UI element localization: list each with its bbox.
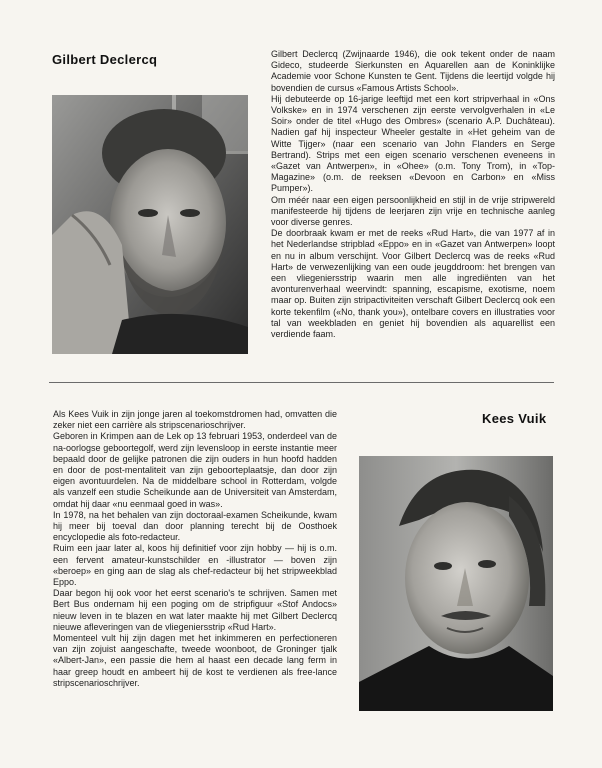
portrait-vuik-image <box>359 456 553 711</box>
section-divider <box>49 382 554 383</box>
portrait-photo-declercq <box>52 95 248 354</box>
bio-paragraph: Daar begon hij ook voor het eerst scenario's te schrijven. Samen met Bert Bus ondernam hij een poging om de stripfiguur «Stof Andocs» nieuw leven in te blazen en wat later maakte hij met Gilbert Declercq nieuwe afleveringen van de vliegeniersstrip «Rud Hart». <box>53 588 337 632</box>
name-heading-vuik: Kees Vuik <box>482 411 547 426</box>
portrait-declercq-image <box>52 95 248 354</box>
bio-paragraph: Als Kees Vuik in zijn jonge jaren al toekomstdromen had, omvatten die zeker niet een carrière als stripscenarioschrijver. <box>53 409 337 431</box>
bio-declercq <box>271 49 555 340</box>
bio-paragraph: De doorbraak kwam er met de reeks «Rud Hart», die van 1977 af in het Nederlandse stripblad «Eppo» en in «Gazet van Antwerpen» loopt en nu in album verschijnt. Voor Gilbert Declercq was de reeks «Rud Hart» de verwezenlijking van een oude jeugddroom: het brengen van een vliegeniersstrip waarin men alle ingrediënten van het avonturenverhaal weervindt: spanning, escapisme, exotisme, noem maar op. Buiten zijn stripactiviteiten verschaft Gilbert Declercq ook een korte tekenfilm («No, thank you»), ontelbare covers en illustraties voor tal van weekbladen en geniet hij bovendien als aquarellist een verdiende faam. <box>271 228 555 340</box>
bio-paragraph: Om méér naar een eigen persoonlijkheid en stijl in de vrije stripwereld manifesteerde hij tijdens de leerjaren zijn vrije en technische aanleg voor diverse genres. <box>271 194 555 228</box>
bio-paragraph: In 1978, na het behalen van zijn doctoraal-examen Scheikunde, kwam hij meer bij toeval dan door planning terecht bij de Oosthoek encyclopedie als foto-redacteur. <box>53 509 337 543</box>
name-heading-declercq: Gilbert Declercq <box>52 52 158 67</box>
bio-paragraph: Ruim een jaar later al, koos hij definitief voor zijn hobby — hij is o.m. een fervent amateur-kunstschilder en -illustrator — boven zijn «beroep» en ging aan de slag als chef-redacteur bij het stripweekblad Eppo. <box>53 543 337 588</box>
bio-paragraph: Geboren in Krimpen aan de Lek op 13 februari 1953, onderdeel van de na-oorlogse geboortegolf, werd zijn levensloop in eerste instantie meer bepaald door de gelijke patronen die zijn ouders in hun hoofd hadden en door de post-mentaliteit van zijn geboorteplaatsje, dan door zijn eigen avontuurdelen. Na de middelbare school in Rotterdam, volgde als vanzelf een studie Scheikunde aan de Universiteit van Amsterdam, omdat hij daar «nu eenmaal goed in was». <box>53 431 337 509</box>
bio-paragraph: Hij debuteerde op 16-jarige leeftijd met een kort stripverhaal in «Ons Volkske» en in 1974 verschenen zijn eerste vervolgverhalen in «Le Soir» onder de titel «Hugo des Ombres» (scenario A.P. Duchâteau). Nadien gaf hij inspecteur Wheeler gestalte in «Het geheim van de Witte Tijger» (naar een scenario van John Flanders en Serge Bertrand). Strips met een eigen scenario verschenen eveneens in «Gazet van Antwerpen», in «Ohee» (o.m. Tony Trom), in «Top-Magazine» (o.m. de reeksen «Devoon en Carbon» en «Miss Pumper»). <box>271 93 555 194</box>
bio-vuik <box>53 409 337 689</box>
bio-paragraph: Gilbert Declercq (Zwijnaarde 1946), die ook tekent onder de naam Gideco, studeerde Sierkunsten en Aquarellen aan de Koninklijke Academie voor Schone Kunsten te Gent. Tijdens die leertijd volgde hij bovendien de cursus «Famous Artists School». <box>271 49 555 93</box>
bio-paragraph: Momenteel vult hij zijn dagen met het inkimmeren en perfectioneren van zijn zojuist aangeschafte, tweede woonboot, de Groninger tjalk «Albert-Jan», een passie die hem al haast een decade lang ferm in haar greep houdt en ambeert hij de kost te verdienen als free-lance stripscenarioschrijver. <box>53 633 337 688</box>
portrait-photo-vuik <box>359 456 553 711</box>
